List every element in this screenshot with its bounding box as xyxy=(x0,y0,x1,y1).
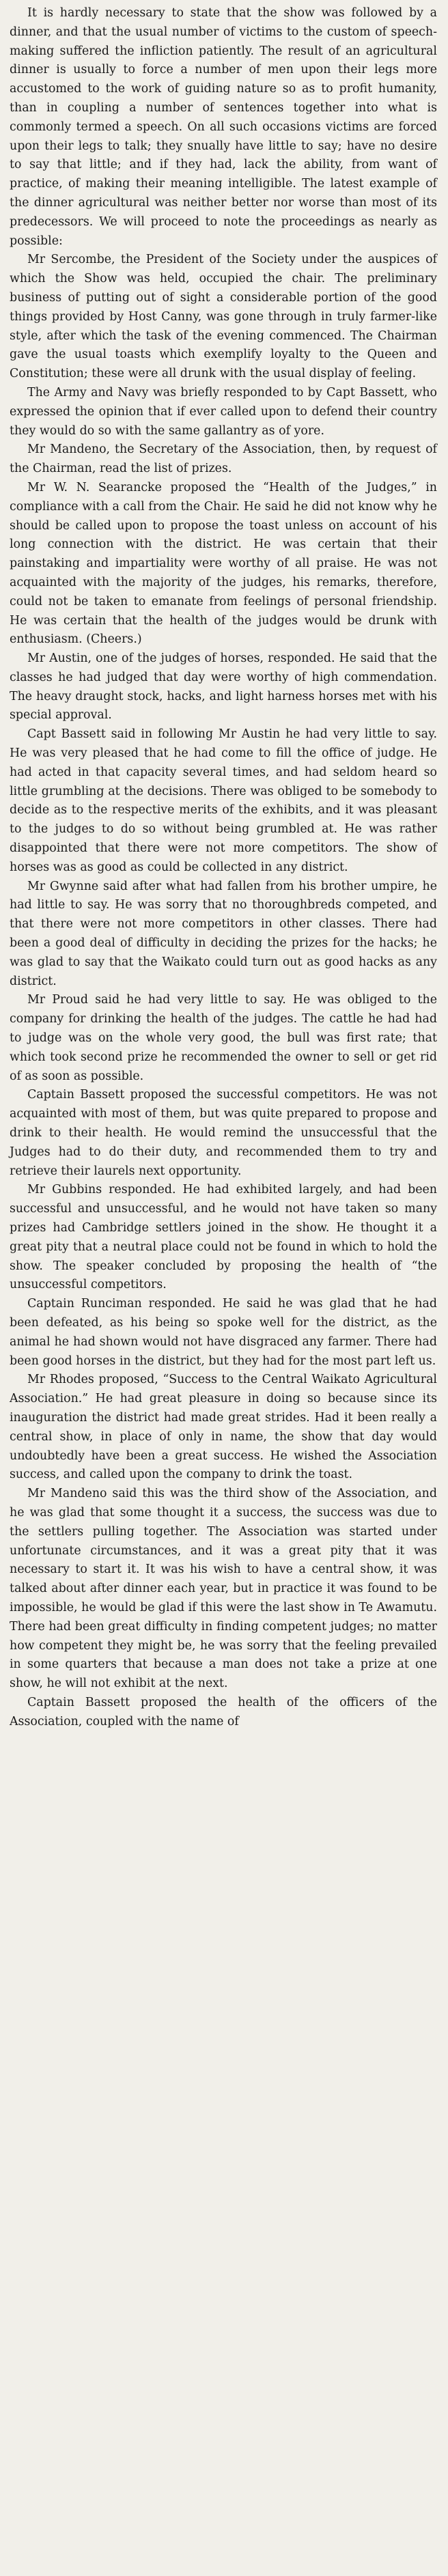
paragraph-rhodes-toast: Mr Rhodes proposed, “Success to the Central Waikato Agricultural Association.” He had great pleasure in doing so because since its inauguration the district had made great strides. Had it been really a central show, in place of only in name, the show that day would undoubtedly have been a great success. He wished the Association success, and called upon the company to drink the toast. xyxy=(10,1373,437,1482)
paragraph-army-navy: The Army and Navy was briefly responded to by Capt Bassett, who expressed the opinion that if ever called upon to defend their country they would do so with the same gallantry as of yore. xyxy=(10,385,437,438)
paragraph-gwynne-response: Mr Gwynne said after what had fallen from his brother umpire, he had little to say. He was sorry that no thoroughbreds competed, and that there were not more competitors in other classes. There had been a good deal of difficulty in deciding the prizes for the hacks; he was glad to say that the Waikato could turn out as good hacks as any district. xyxy=(10,879,437,988)
paragraph-chairman: Mr Sercombe, the President of the Society under the auspices of which the Show was held, occupied the chair. The preliminary business of putting out of sight a considerable portion of the good things provided by Host Canny, was gone through in truly farmer-like style, after which the task of the evening commenced. The Chairman gave the usual toasts which exemplify loyalty to the Queen and Constitution; these were all drunk with the usual display of feeling. xyxy=(10,253,437,381)
paragraph-gubbins-response: Mr Gubbins responded. He had exhibited largely, and had been successful and unsuccessful, and he would not have taken so many prizes had Cambridge settlers joined in the show. He thought it a great pity that a neutral place could not be found in which to hold the show. The speaker concluded by proposing the health of “the unsuccessful competitors. xyxy=(10,1183,437,1292)
paragraph-officers-toast: Captain Bassett proposed the health of the officers of the Association, coupled with the name of xyxy=(10,1695,437,1728)
paragraph-dinner-intro: It is hardly necessary to state that the show was followed by a dinner, and that the usual number of victims to the custom of speech-making suffered the infliction patiently. The result of an agricultural dinner is usually to force a number of men upon their legs more accustomed to the work of guiding nature so as to profit humanity, than in coupling a number of sentences together into what is commonly termed a speech. On all such occasions victims are forced upon their legs to talk; they snually have little to say; have no desire to say that little; and if they had, lack the ability, from want of practice, of making their meaning intelligible. The latest example of the dinner agricultural was neither better nor worse than most of its predecessors. We will proceed to note the proceedings as nearly as possible: xyxy=(10,6,437,248)
paragraph-successful-competitors: Captain Bassett proposed the successful competitors. He was not acquainted with most of them, but was quite prepared to propose and drink to their health. He would remind the unsuccessful that the Judges had to do their duty, and recommended them to try and retrieve their laurels next opportunity. xyxy=(10,1088,437,1178)
paragraph-mandeno-response: Mr Mandeno said this was the third show of the Association, and he was glad that some thought it a success, the success was due to the settlers pulling together. The Association was started under unfortunate circumstances, and it was a great pity that it was necessary to start it. It was his wish to have a central show, it was talked about after dinner each year, but in practice it was found to be impossible, he would be glad if this were the last show in Te Awamutu. There had been great difficulty in finding competent judges; no matter how competent they might be, he was sorry that the feeling prevailed in some quarters that because a man does not take a prize at one show, he will not exhibit at the next. xyxy=(10,1487,437,1691)
paragraph-health-of-judges: Mr W. N. Searancke proposed the “Health of the Judges,” in compliance with a call from the Chair. He said he did not know why he should be called upon to propose the toast unless on account of his long connection with the district. He was certain that their painstaking and impartiality were worthy of all praise. He was not acquainted with the majority of the judges, his remarks, therefore, could not be taken to emanate from feelings of personal friendship. He was certain that the health of the judges would be drunk with enthusiasm. (Cheers.) xyxy=(10,480,437,647)
paragraph-prize-list: Mr Mandeno, the Secretary of the Association, then, by request of the Chairman, read the list of prizes. xyxy=(10,443,437,476)
paragraph-runciman-response: Captain Runciman responded. He said he was glad that he had been defeated, as his being so spoke well for the district, as the animal he had shown would not have disgraced any farmer. There had been good horses in the district, but they had for the most part left us. xyxy=(10,1297,437,1368)
paragraph-proud-response: Mr Proud said he had very little to say. He was obliged to the company for drinking the health of the judges. The cattle he had had to judge was on the whole very good, the bull was first rate; that which took second prize he recommended the owner to sell or get rid of as soon as possible. xyxy=(10,993,437,1083)
paragraph-austin-response: Mr Austin, one of the judges of horses, responded. He said that the classes he had judged that day were worthy of high commendation. The heavy draught stock, hacks, and light harness horses met with his special approval. xyxy=(10,652,437,723)
paragraph-bassett-response: Capt Bassett said in following Mr Austin he had very little to say. He was very pleased that he had come to fill the office of judge. He had acted in that capacity several times, and had seldom heard so little grumbling at the decisions. There was obliged to be somebody to decide as to the respective merits of the exhibits, and it was pleasant to the judges to do so without being grumbled at. He was rather disappointed that there were not more competitors. The show of horses was as good as could be collected in any district. xyxy=(10,727,437,874)
